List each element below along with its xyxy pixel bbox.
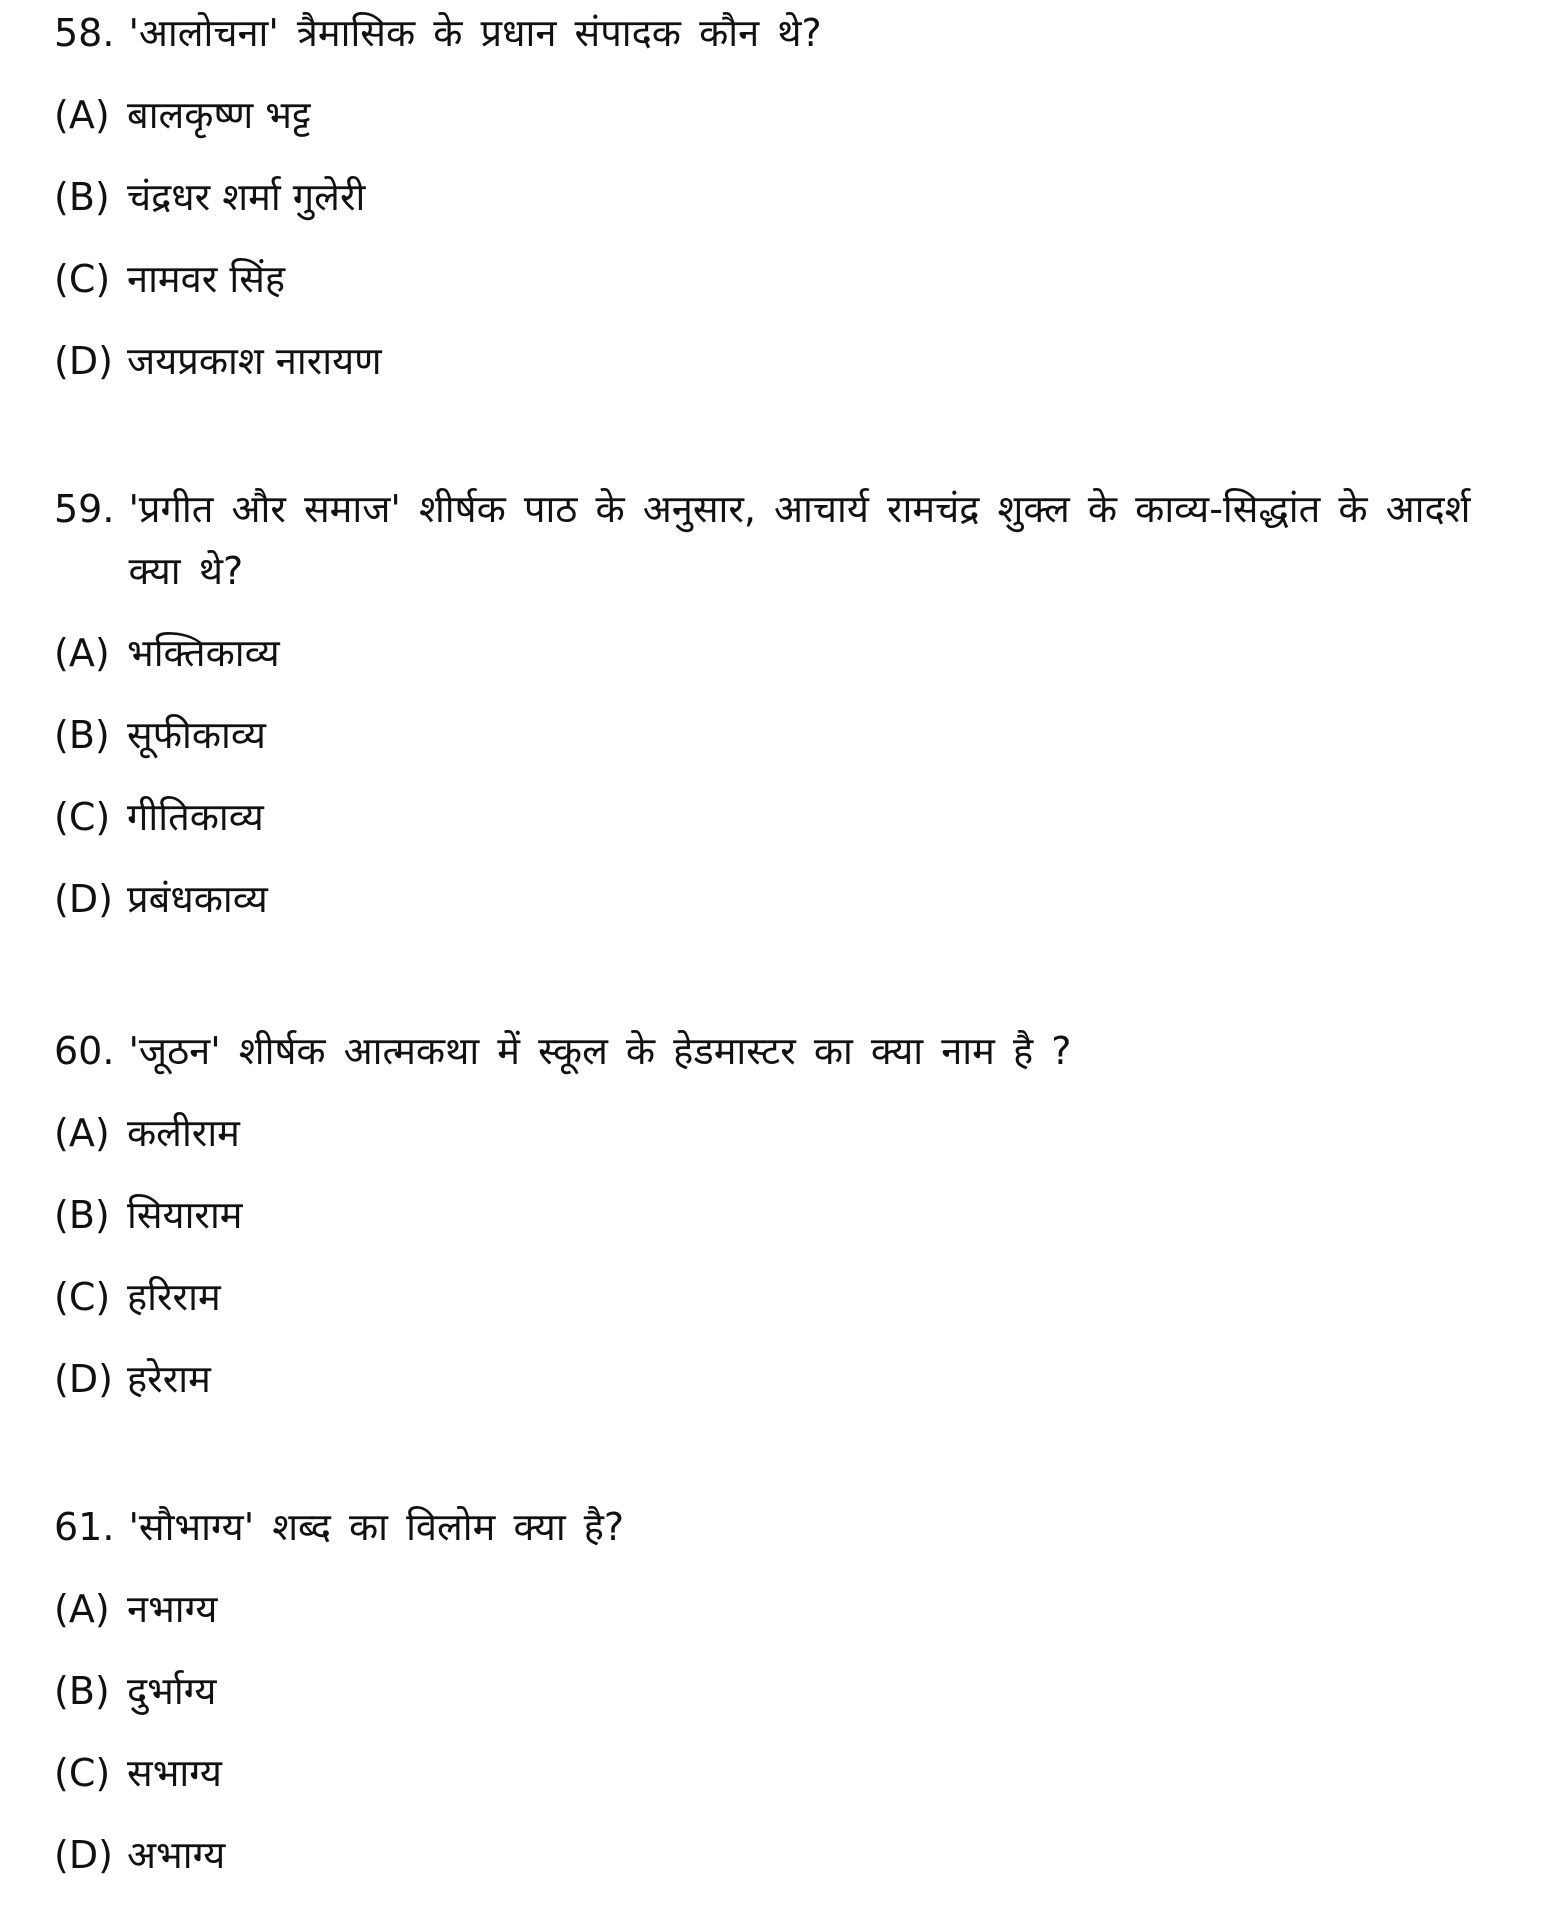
- option-key: (D): [54, 1357, 113, 1401]
- option-key: (D): [54, 339, 113, 383]
- option-key: (C): [54, 257, 111, 301]
- option-c[interactable]: [54, 786, 1474, 848]
- option-a[interactable]: [54, 1102, 1474, 1164]
- option-c[interactable]: [54, 1742, 1474, 1804]
- question-text: 'प्रगीत और समाज' शीर्षक पाठ के अनुसार, आचार्य रामचंद्र शुक्ल के काव्य-सिद्धांत के आदर्श क्या थे?: [128, 487, 1471, 593]
- question-58: [54, 2, 1474, 392]
- option-key: (B): [54, 1193, 110, 1237]
- option-text: कलीराम: [127, 1111, 240, 1155]
- option-d[interactable]: [54, 868, 1474, 930]
- option-text: नभाग्य: [127, 1587, 218, 1631]
- option-d[interactable]: [54, 330, 1474, 392]
- option-text: हरेराम: [127, 1357, 211, 1401]
- option-c[interactable]: [54, 1266, 1474, 1328]
- option-text: बालकृष्ण भट्ट: [127, 93, 311, 137]
- question-number: 60.: [54, 1029, 115, 1073]
- question-stem: [54, 478, 1474, 602]
- option-c[interactable]: [54, 248, 1474, 310]
- option-key: (C): [54, 795, 111, 839]
- option-text: सियाराम: [127, 1193, 243, 1237]
- question-stem: [54, 1020, 1474, 1082]
- option-key: (A): [54, 1111, 110, 1155]
- option-d[interactable]: [54, 1348, 1474, 1410]
- option-d[interactable]: [54, 1824, 1474, 1886]
- option-text: सभाग्य: [127, 1751, 222, 1795]
- question-stem: [54, 1496, 1474, 1558]
- option-text: अभाग्य: [127, 1833, 226, 1877]
- option-text: नामवर सिंह: [127, 257, 286, 301]
- option-text: चंद्रधर शर्मा गुलेरी: [127, 175, 366, 219]
- option-key: (D): [54, 1833, 113, 1877]
- option-a[interactable]: [54, 622, 1474, 684]
- option-b[interactable]: [54, 166, 1474, 228]
- option-text: जयप्रकाश नारायण: [127, 339, 382, 383]
- question-60: [54, 1020, 1474, 1410]
- option-b[interactable]: [54, 1184, 1474, 1246]
- option-list: [54, 1578, 1474, 1886]
- option-key: (C): [54, 1751, 111, 1795]
- option-key: (B): [54, 175, 110, 219]
- option-key: (A): [54, 1587, 110, 1631]
- option-text: भक्तिकाव्य: [127, 631, 280, 675]
- question-59: [54, 478, 1474, 930]
- option-text: गीतिकाव्य: [127, 795, 264, 839]
- question-number: 58.: [54, 11, 115, 55]
- option-list: [54, 84, 1474, 392]
- option-text: दुर्भाग्य: [127, 1669, 217, 1713]
- option-key: (D): [54, 877, 113, 921]
- option-text: प्रबंधकाव्य: [127, 877, 268, 921]
- question-text: 'जूठन' शीर्षक आत्मकथा में स्कूल के हेडमास्टर का क्या नाम है ?: [128, 1029, 1072, 1073]
- question-number: 59.: [54, 487, 115, 531]
- question-text: 'सौभाग्य' शब्द का विलोम क्या है?: [128, 1505, 625, 1549]
- option-list: [54, 622, 1474, 930]
- option-key: (A): [54, 93, 110, 137]
- question-61: [54, 1496, 1474, 1886]
- option-key: (A): [54, 631, 110, 675]
- option-a[interactable]: [54, 1578, 1474, 1640]
- question-stem: [54, 2, 1474, 64]
- option-b[interactable]: [54, 1660, 1474, 1722]
- option-key: (C): [54, 1275, 111, 1319]
- option-key: (B): [54, 1669, 110, 1713]
- option-list: [54, 1102, 1474, 1410]
- option-text: सूफीकाव्य: [127, 713, 266, 757]
- option-b[interactable]: [54, 704, 1474, 766]
- question-number: 61.: [54, 1505, 115, 1549]
- question-text: 'आलोचना' त्रैमासिक के प्रधान संपादक कौन थे?: [128, 11, 822, 55]
- option-text: हरिराम: [127, 1275, 221, 1319]
- option-key: (B): [54, 713, 110, 757]
- option-a[interactable]: [54, 84, 1474, 146]
